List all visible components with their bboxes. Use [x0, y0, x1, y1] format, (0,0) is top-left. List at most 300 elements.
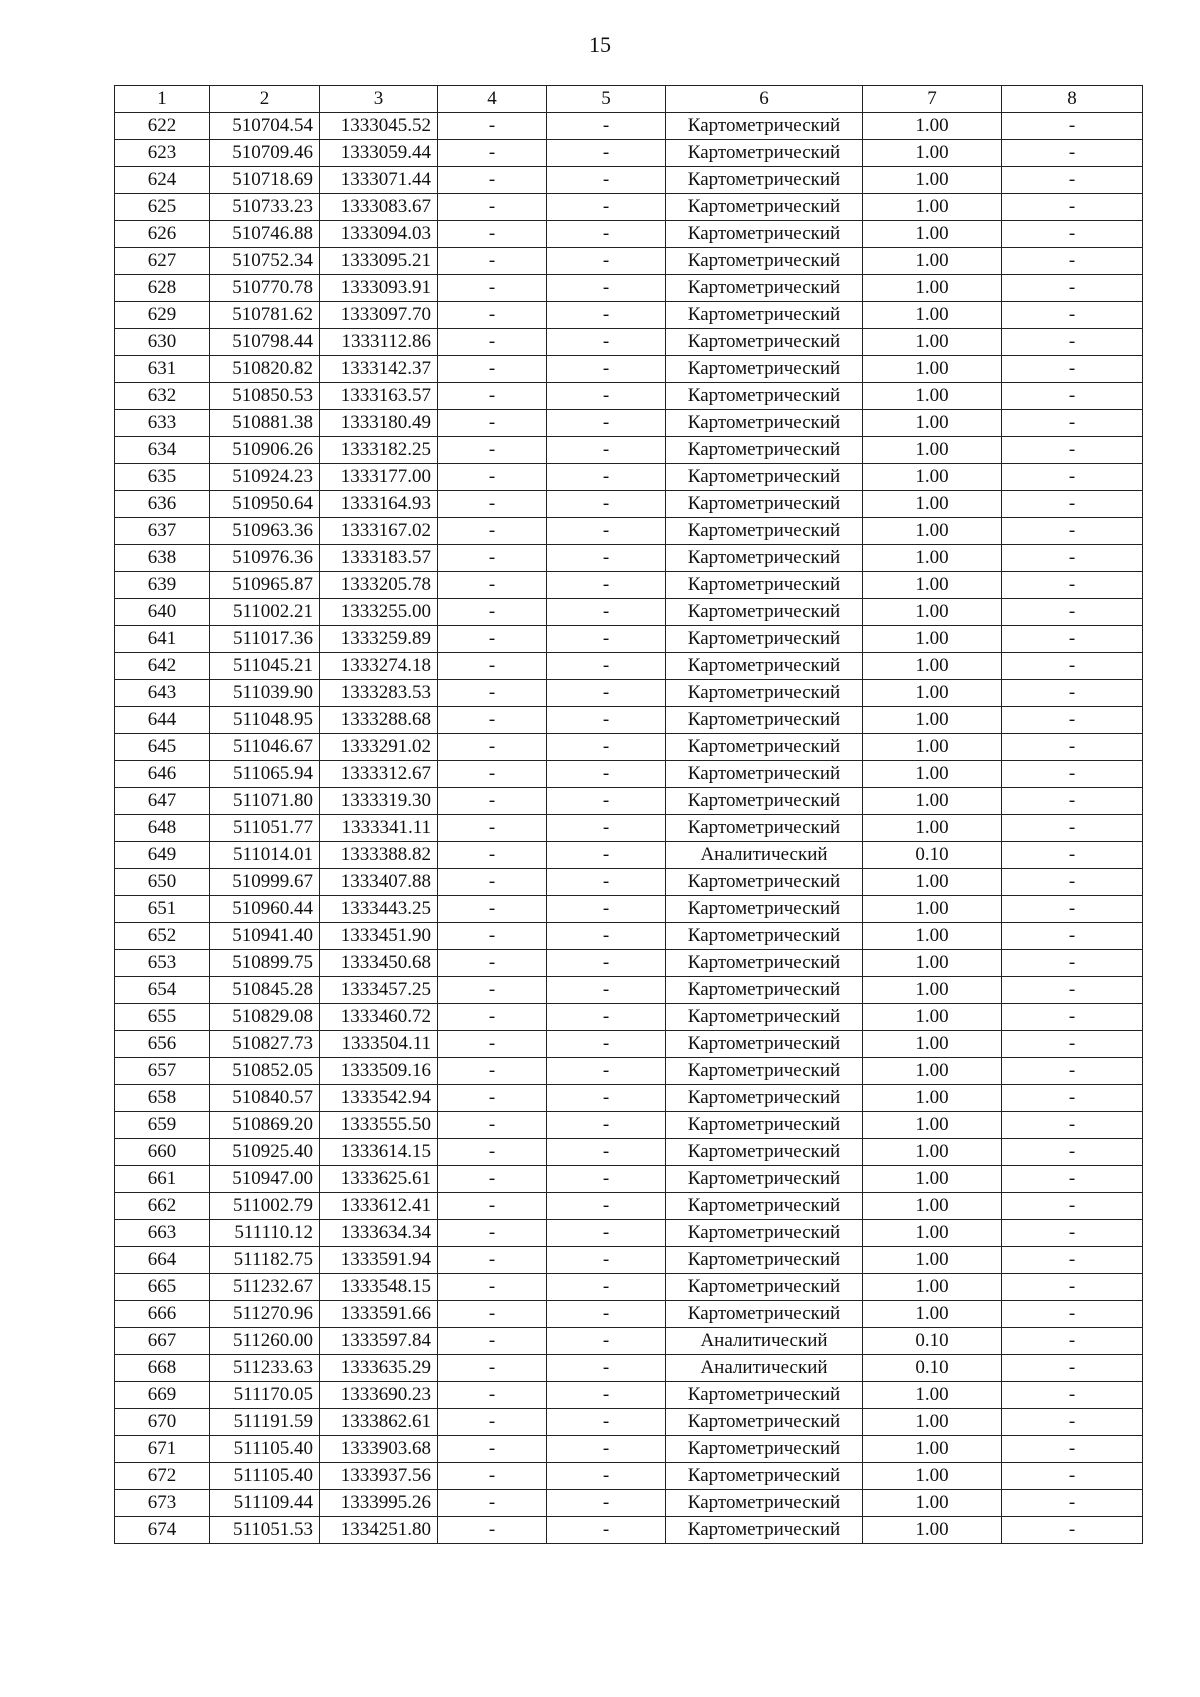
table-row: [115, 1355, 1143, 1382]
x-coordinate-cell: 511017.36: [210, 626, 320, 653]
point-number-cell: 666: [115, 1301, 210, 1328]
x-coordinate-cell: 510925.40: [210, 1139, 320, 1166]
col8-cell: -: [1002, 383, 1143, 410]
col5-cell: -: [547, 815, 666, 842]
table-row: [115, 1166, 1143, 1193]
method-cell: Картометрический: [666, 140, 863, 167]
point-number-cell: 652: [115, 923, 210, 950]
y-coordinate-cell: 1333937.56: [320, 1463, 438, 1490]
method-cell: Картометрический: [666, 248, 863, 275]
col5-cell: -: [547, 869, 666, 896]
y-coordinate-cell: 1333183.57: [320, 545, 438, 572]
y-coordinate-cell: 1334251.80: [320, 1517, 438, 1544]
accuracy-cell: 1.00: [863, 1166, 1002, 1193]
point-number-cell: 624: [115, 167, 210, 194]
accuracy-cell: 1.00: [863, 1490, 1002, 1517]
method-cell: Аналитический: [666, 1355, 863, 1382]
col8-cell: -: [1002, 788, 1143, 815]
y-coordinate-cell: 1333457.25: [320, 977, 438, 1004]
table-row: [115, 923, 1143, 950]
y-coordinate-cell: 1333288.68: [320, 707, 438, 734]
method-cell: Картометрический: [666, 950, 863, 977]
col5-cell: -: [547, 1166, 666, 1193]
col5-cell: -: [547, 923, 666, 950]
y-coordinate-cell: 1333509.16: [320, 1058, 438, 1085]
point-number-cell: 630: [115, 329, 210, 356]
method-cell: Картометрический: [666, 923, 863, 950]
method-cell: Картометрический: [666, 356, 863, 383]
method-cell: Картометрический: [666, 221, 863, 248]
col5-cell: -: [547, 653, 666, 680]
col4-cell: -: [438, 1490, 547, 1517]
method-cell: Картометрический: [666, 707, 863, 734]
col4-cell: -: [438, 1058, 547, 1085]
accuracy-cell: 1.00: [863, 329, 1002, 356]
method-cell: Картометрический: [666, 1031, 863, 1058]
accuracy-cell: 1.00: [863, 1274, 1002, 1301]
col5-cell: -: [547, 437, 666, 464]
method-cell: Аналитический: [666, 1328, 863, 1355]
col5-cell: -: [547, 1490, 666, 1517]
y-coordinate-cell: 1333180.49: [320, 410, 438, 437]
y-coordinate-cell: 1333045.52: [320, 113, 438, 140]
y-coordinate-cell: 1333274.18: [320, 653, 438, 680]
y-coordinate-cell: 1333903.68: [320, 1436, 438, 1463]
x-coordinate-cell: 510881.38: [210, 410, 320, 437]
col4-cell: -: [438, 1085, 547, 1112]
point-number-cell: 640: [115, 599, 210, 626]
y-coordinate-cell: 1333283.53: [320, 680, 438, 707]
col4-cell: -: [438, 1355, 547, 1382]
col8-cell: -: [1002, 113, 1143, 140]
y-coordinate-cell: 1333312.67: [320, 761, 438, 788]
point-number-cell: 663: [115, 1220, 210, 1247]
col8-cell: -: [1002, 572, 1143, 599]
table-row: [115, 1517, 1143, 1544]
col5-cell: -: [547, 383, 666, 410]
y-coordinate-cell: 1333319.30: [320, 788, 438, 815]
col4-cell: -: [438, 383, 547, 410]
point-number-cell: 642: [115, 653, 210, 680]
table-row: [115, 1409, 1143, 1436]
col8-cell: -: [1002, 1490, 1143, 1517]
point-number-cell: 668: [115, 1355, 210, 1382]
point-number-cell: 658: [115, 1085, 210, 1112]
point-number-cell: 639: [115, 572, 210, 599]
x-coordinate-cell: 511260.00: [210, 1328, 320, 1355]
col5-cell: -: [547, 1355, 666, 1382]
point-number-cell: 654: [115, 977, 210, 1004]
accuracy-cell: 1.00: [863, 437, 1002, 464]
page-number: 15: [589, 32, 611, 57]
table-row: [115, 1490, 1143, 1517]
x-coordinate-cell: 511065.94: [210, 761, 320, 788]
method-cell: Картометрический: [666, 1112, 863, 1139]
col5-cell: -: [547, 248, 666, 275]
col8-cell: -: [1002, 734, 1143, 761]
column-header: 4: [438, 86, 547, 113]
col8-cell: -: [1002, 1517, 1143, 1544]
col4-cell: -: [438, 1409, 547, 1436]
col5-cell: -: [547, 1004, 666, 1031]
col5-cell: -: [547, 275, 666, 302]
col8-cell: -: [1002, 1112, 1143, 1139]
x-coordinate-cell: 511002.21: [210, 599, 320, 626]
col8-cell: -: [1002, 1301, 1143, 1328]
table-row: [115, 1193, 1143, 1220]
col4-cell: -: [438, 1004, 547, 1031]
accuracy-cell: 1.00: [863, 1031, 1002, 1058]
method-cell: Картометрический: [666, 1517, 863, 1544]
accuracy-cell: 1.00: [863, 167, 1002, 194]
accuracy-cell: 1.00: [863, 599, 1002, 626]
col5-cell: -: [547, 113, 666, 140]
point-number-cell: 674: [115, 1517, 210, 1544]
point-number-cell: 649: [115, 842, 210, 869]
method-cell: Картометрический: [666, 275, 863, 302]
col4-cell: -: [438, 788, 547, 815]
accuracy-cell: 1.00: [863, 572, 1002, 599]
y-coordinate-cell: 1333291.02: [320, 734, 438, 761]
y-coordinate-cell: 1333460.72: [320, 1004, 438, 1031]
col5-cell: -: [547, 1274, 666, 1301]
point-number-cell: 622: [115, 113, 210, 140]
y-coordinate-cell: 1333112.86: [320, 329, 438, 356]
col5-cell: -: [547, 464, 666, 491]
accuracy-cell: 1.00: [863, 518, 1002, 545]
col4-cell: -: [438, 923, 547, 950]
col4-cell: -: [438, 1247, 547, 1274]
x-coordinate-cell: 510781.62: [210, 302, 320, 329]
x-coordinate-cell: 511233.63: [210, 1355, 320, 1382]
col5-cell: -: [547, 410, 666, 437]
table-row: [115, 842, 1143, 869]
point-number-cell: 664: [115, 1247, 210, 1274]
y-coordinate-cell: 1333612.41: [320, 1193, 438, 1220]
x-coordinate-cell: 510947.00: [210, 1166, 320, 1193]
table-row: [115, 410, 1143, 437]
accuracy-cell: 1.00: [863, 734, 1002, 761]
col4-cell: -: [438, 1139, 547, 1166]
col8-cell: -: [1002, 140, 1143, 167]
table-row: [115, 1139, 1143, 1166]
y-coordinate-cell: 1333071.44: [320, 167, 438, 194]
y-coordinate-cell: 1333093.91: [320, 275, 438, 302]
column-header: 1: [115, 86, 210, 113]
y-coordinate-cell: 1333255.00: [320, 599, 438, 626]
y-coordinate-cell: 1333163.57: [320, 383, 438, 410]
table-row: [115, 383, 1143, 410]
y-coordinate-cell: 1333059.44: [320, 140, 438, 167]
col8-cell: -: [1002, 221, 1143, 248]
table-row: [115, 1004, 1143, 1031]
accuracy-cell: 1.00: [863, 410, 1002, 437]
x-coordinate-cell: 511014.01: [210, 842, 320, 869]
col5-cell: -: [547, 680, 666, 707]
method-cell: Картометрический: [666, 788, 863, 815]
y-coordinate-cell: 1333451.90: [320, 923, 438, 950]
point-number-cell: 643: [115, 680, 210, 707]
y-coordinate-cell: 1333097.70: [320, 302, 438, 329]
x-coordinate-cell: 510965.87: [210, 572, 320, 599]
table-row: [115, 1463, 1143, 1490]
col8-cell: -: [1002, 1274, 1143, 1301]
accuracy-cell: 1.00: [863, 1436, 1002, 1463]
y-coordinate-cell: 1333625.61: [320, 1166, 438, 1193]
col4-cell: -: [438, 410, 547, 437]
point-number-cell: 626: [115, 221, 210, 248]
col5-cell: -: [547, 707, 666, 734]
table-row: [115, 248, 1143, 275]
col5-cell: -: [547, 896, 666, 923]
x-coordinate-cell: 510709.46: [210, 140, 320, 167]
col8-cell: -: [1002, 437, 1143, 464]
table-row: [115, 572, 1143, 599]
x-coordinate-cell: 510746.88: [210, 221, 320, 248]
accuracy-cell: 1.00: [863, 1004, 1002, 1031]
col5-cell: -: [547, 1328, 666, 1355]
col5-cell: -: [547, 140, 666, 167]
point-number-cell: 644: [115, 707, 210, 734]
col8-cell: -: [1002, 626, 1143, 653]
col4-cell: -: [438, 1328, 547, 1355]
col4-cell: -: [438, 734, 547, 761]
column-header: 8: [1002, 86, 1143, 113]
point-number-cell: 656: [115, 1031, 210, 1058]
accuracy-cell: 1.00: [863, 950, 1002, 977]
col4-cell: -: [438, 356, 547, 383]
col8-cell: -: [1002, 302, 1143, 329]
col8-cell: -: [1002, 275, 1143, 302]
point-number-cell: 641: [115, 626, 210, 653]
col4-cell: -: [438, 1112, 547, 1139]
table-row: [115, 815, 1143, 842]
col8-cell: -: [1002, 1409, 1143, 1436]
x-coordinate-cell: 511051.77: [210, 815, 320, 842]
col8-cell: -: [1002, 329, 1143, 356]
table-body: [115, 113, 1143, 1544]
accuracy-cell: 1.00: [863, 788, 1002, 815]
point-number-cell: 651: [115, 896, 210, 923]
col8-cell: -: [1002, 977, 1143, 1004]
method-cell: Картометрический: [666, 1490, 863, 1517]
col4-cell: -: [438, 1436, 547, 1463]
col8-cell: -: [1002, 1328, 1143, 1355]
col5-cell: -: [547, 167, 666, 194]
table-row: [115, 194, 1143, 221]
accuracy-cell: 1.00: [863, 1193, 1002, 1220]
method-cell: Картометрический: [666, 1058, 863, 1085]
y-coordinate-cell: 1333591.66: [320, 1301, 438, 1328]
method-cell: Аналитический: [666, 842, 863, 869]
x-coordinate-cell: 510829.08: [210, 1004, 320, 1031]
accuracy-cell: 1.00: [863, 302, 1002, 329]
accuracy-cell: 1.00: [863, 194, 1002, 221]
y-coordinate-cell: 1333095.21: [320, 248, 438, 275]
method-cell: Картометрический: [666, 680, 863, 707]
x-coordinate-cell: 510798.44: [210, 329, 320, 356]
x-coordinate-cell: 510963.36: [210, 518, 320, 545]
col8-cell: -: [1002, 356, 1143, 383]
table-row: [115, 140, 1143, 167]
col8-cell: -: [1002, 545, 1143, 572]
x-coordinate-cell: 511051.53: [210, 1517, 320, 1544]
point-number-cell: 648: [115, 815, 210, 842]
col4-cell: -: [438, 140, 547, 167]
y-coordinate-cell: 1333341.11: [320, 815, 438, 842]
accuracy-cell: 1.00: [863, 1220, 1002, 1247]
accuracy-cell: 1.00: [863, 1517, 1002, 1544]
x-coordinate-cell: 510869.20: [210, 1112, 320, 1139]
x-coordinate-cell: 511270.96: [210, 1301, 320, 1328]
method-cell: Картометрический: [666, 1274, 863, 1301]
accuracy-cell: 1.00: [863, 1409, 1002, 1436]
x-coordinate-cell: 511048.95: [210, 707, 320, 734]
col5-cell: -: [547, 1139, 666, 1166]
table-row: [115, 1031, 1143, 1058]
method-cell: Картометрический: [666, 869, 863, 896]
table-row: [115, 626, 1143, 653]
y-coordinate-cell: 1333205.78: [320, 572, 438, 599]
y-coordinate-cell: 1333690.23: [320, 1382, 438, 1409]
y-coordinate-cell: 1333450.68: [320, 950, 438, 977]
point-number-cell: 647: [115, 788, 210, 815]
col4-cell: -: [438, 1166, 547, 1193]
method-cell: Картометрический: [666, 896, 863, 923]
y-coordinate-cell: 1333388.82: [320, 842, 438, 869]
col5-cell: -: [547, 194, 666, 221]
col5-cell: -: [547, 1193, 666, 1220]
accuracy-cell: 1.00: [863, 680, 1002, 707]
column-header: 2: [210, 86, 320, 113]
table-row: [115, 1301, 1143, 1328]
point-number-cell: 623: [115, 140, 210, 167]
method-cell: Картометрический: [666, 1409, 863, 1436]
accuracy-cell: 1.00: [863, 923, 1002, 950]
col8-cell: -: [1002, 1355, 1143, 1382]
col5-cell: -: [547, 788, 666, 815]
table-row: [115, 302, 1143, 329]
col8-cell: -: [1002, 518, 1143, 545]
accuracy-cell: 1.00: [863, 275, 1002, 302]
table-row: [115, 707, 1143, 734]
col4-cell: -: [438, 977, 547, 1004]
col5-cell: -: [547, 734, 666, 761]
accuracy-cell: 1.00: [863, 977, 1002, 1004]
col4-cell: -: [438, 437, 547, 464]
method-cell: Картометрический: [666, 734, 863, 761]
col8-cell: -: [1002, 1139, 1143, 1166]
col8-cell: -: [1002, 599, 1143, 626]
y-coordinate-cell: 1333591.94: [320, 1247, 438, 1274]
table-row: [115, 599, 1143, 626]
x-coordinate-cell: 510960.44: [210, 896, 320, 923]
method-cell: Картометрический: [666, 599, 863, 626]
table-row: [115, 761, 1143, 788]
point-number-cell: 657: [115, 1058, 210, 1085]
method-cell: Картометрический: [666, 167, 863, 194]
col5-cell: -: [547, 761, 666, 788]
accuracy-cell: 1.00: [863, 653, 1002, 680]
x-coordinate-cell: 510820.82: [210, 356, 320, 383]
accuracy-cell: 1.00: [863, 869, 1002, 896]
x-coordinate-cell: 511232.67: [210, 1274, 320, 1301]
table-row: [115, 653, 1143, 680]
table-row: [115, 275, 1143, 302]
method-cell: Картометрический: [666, 761, 863, 788]
method-cell: Картометрический: [666, 1004, 863, 1031]
x-coordinate-cell: 510840.57: [210, 1085, 320, 1112]
col8-cell: -: [1002, 680, 1143, 707]
x-coordinate-cell: 510845.28: [210, 977, 320, 1004]
point-number-cell: 655: [115, 1004, 210, 1031]
y-coordinate-cell: 1333597.84: [320, 1328, 438, 1355]
col8-cell: -: [1002, 1166, 1143, 1193]
x-coordinate-cell: 511039.90: [210, 680, 320, 707]
accuracy-cell: 1.00: [863, 464, 1002, 491]
y-coordinate-cell: 1333164.93: [320, 491, 438, 518]
x-coordinate-cell: 510827.73: [210, 1031, 320, 1058]
accuracy-cell: 1.00: [863, 248, 1002, 275]
y-coordinate-cell: 1333182.25: [320, 437, 438, 464]
x-coordinate-cell: 511110.12: [210, 1220, 320, 1247]
col8-cell: -: [1002, 653, 1143, 680]
col8-cell: -: [1002, 896, 1143, 923]
method-cell: Картометрический: [666, 1382, 863, 1409]
x-coordinate-cell: 511191.59: [210, 1409, 320, 1436]
method-cell: Картометрический: [666, 1247, 863, 1274]
table-row: [115, 1058, 1143, 1085]
col5-cell: -: [547, 1085, 666, 1112]
y-coordinate-cell: 1333259.89: [320, 626, 438, 653]
table-row: [115, 464, 1143, 491]
point-number-cell: 646: [115, 761, 210, 788]
point-number-cell: 660: [115, 1139, 210, 1166]
table-row: [115, 1274, 1143, 1301]
y-coordinate-cell: 1333083.67: [320, 194, 438, 221]
col5-cell: -: [547, 1247, 666, 1274]
x-coordinate-cell: 511109.44: [210, 1490, 320, 1517]
point-number-cell: 631: [115, 356, 210, 383]
point-number-cell: 661: [115, 1166, 210, 1193]
col4-cell: -: [438, 302, 547, 329]
method-cell: Картометрический: [666, 545, 863, 572]
col8-cell: -: [1002, 1031, 1143, 1058]
col4-cell: -: [438, 167, 547, 194]
col4-cell: -: [438, 1220, 547, 1247]
y-coordinate-cell: 1333142.37: [320, 356, 438, 383]
table-row: [115, 221, 1143, 248]
method-cell: Картометрический: [666, 410, 863, 437]
point-number-cell: 625: [115, 194, 210, 221]
col4-cell: -: [438, 1031, 547, 1058]
col4-cell: -: [438, 221, 547, 248]
col5-cell: -: [547, 950, 666, 977]
y-coordinate-cell: 1333614.15: [320, 1139, 438, 1166]
method-cell: Картометрический: [666, 302, 863, 329]
method-cell: Картометрический: [666, 113, 863, 140]
accuracy-cell: 1.00: [863, 1058, 1002, 1085]
y-coordinate-cell: 1333548.15: [320, 1274, 438, 1301]
col4-cell: -: [438, 518, 547, 545]
col4-cell: -: [438, 653, 547, 680]
col8-cell: -: [1002, 761, 1143, 788]
method-cell: Картометрический: [666, 1166, 863, 1193]
table-row: [115, 1247, 1143, 1274]
coordinates-table: [114, 85, 1143, 1544]
col4-cell: -: [438, 491, 547, 518]
point-number-cell: 672: [115, 1463, 210, 1490]
